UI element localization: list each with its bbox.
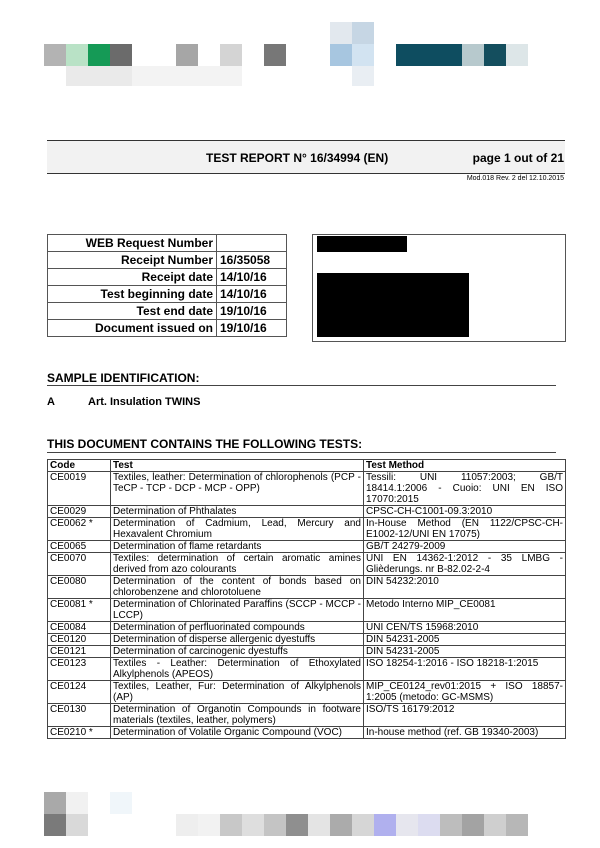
customer-address-box	[312, 234, 566, 342]
table-row: CE0080 Determination of the content of bonds based on chlorobenzene and chlorotoluene DIN 54232:2010	[48, 576, 566, 599]
table-row: CE0210 * Determination of Volatile Organic Compound (VOC) In-house method (ref. GB 19340-2003)	[48, 727, 566, 739]
table-row: Receipt Number 16/35058	[48, 252, 287, 269]
table-row: Document issued on 19/10/16	[48, 320, 287, 337]
redaction-bar	[317, 236, 407, 252]
page-count: page 1 out of 21	[472, 151, 564, 165]
table-row: CE0081 * Determination of Chlorinated Paraffins (SCCP - MCCP - LCCP) Metodo Interno MIP_CE0081	[48, 599, 566, 622]
table-row: Test beginning date 14/10/16	[48, 286, 287, 303]
divider	[47, 452, 556, 453]
sample-name: Art. Insulation TWINS	[88, 396, 201, 408]
table-row: CE0062 * Determination of Cadmium, Lead, Mercury and Hexavalent Chromium In-House Method (EN 1122/CPSC-CH-E1002-12/UNI EN 17075)	[48, 518, 566, 541]
table-row: Test end date 19/10/16	[48, 303, 287, 320]
table-row: WEB Request Number	[48, 235, 287, 252]
table-row: CE0123 Textiles - Leather: Determination of Ethoxylated Alkylphenols (APEOS) ISO 18254-1:2016 - ISO 18218-1:2015	[48, 658, 566, 681]
column-header-code: Code	[48, 460, 111, 472]
table-row: CE0124 Textiles, Leather, Fur: Determination of Alkylphenols (AP) MIP_CE0124_rev01:2015 + ISO 18857-1:2005 (metodo: GC-MSMS)	[48, 681, 566, 704]
table-row: CE0070 Textiles: determination of certain aromatic amines derived from azo colourants UNI EN 14362-1:2012 - 35 LMBG - Glièderungs. nr B-82.02-2-4	[48, 553, 566, 576]
table-row: CE0029 Determination of Phthalates CPSC-CH-C1001-09.3:2010	[48, 506, 566, 518]
table-header-row	[48, 460, 566, 472]
request-info-table	[47, 234, 287, 337]
form-revision: Mod.018 Rev. 2 del 12.10.2015	[466, 175, 564, 182]
tests-heading: THIS DOCUMENT CONTAINS THE FOLLOWING TESTS:	[47, 437, 363, 451]
table-row: CE0130 Determination of Organotin Compounds in footware materials (textiles, leather, polymers) ISO/TS 16179:2012	[48, 704, 566, 727]
table-row: CE0019 Textiles, leather: Determination of chlorophenols (PCP - TeCP - TCP - DCP - MCP - OPP) Tessili: UNI 11057:2003; GB/T 18414.1:2006 - Cuoio: UNI EN ISO 17070:2015	[48, 472, 566, 506]
table-row: Receipt date 14/10/16	[48, 269, 287, 286]
table-row: CE0121 Determination of carcinogenic dyestuffs DIN 54231-2005	[48, 646, 566, 658]
column-header-method: Test Method	[364, 460, 566, 472]
table-row: CE0120 Determination of disperse allergenic dyestuffs DIN 54231-2005	[48, 634, 566, 646]
column-header-test: Test	[111, 460, 364, 472]
table-row: CE0084 Determination of perfluorinated compounds UNI CEN/TS 15968:2010	[48, 622, 566, 634]
report-title: TEST REPORT N° 16/34994 (EN)	[206, 151, 389, 165]
divider	[47, 385, 556, 386]
redaction-block	[317, 273, 469, 337]
sample-letter: A	[47, 396, 55, 408]
table-row: CE0065 Determination of flame retardants GB/T 24279-2009	[48, 541, 566, 553]
sample-heading: SAMPLE IDENTIFICATION:	[47, 371, 200, 385]
tests-table	[47, 459, 566, 739]
